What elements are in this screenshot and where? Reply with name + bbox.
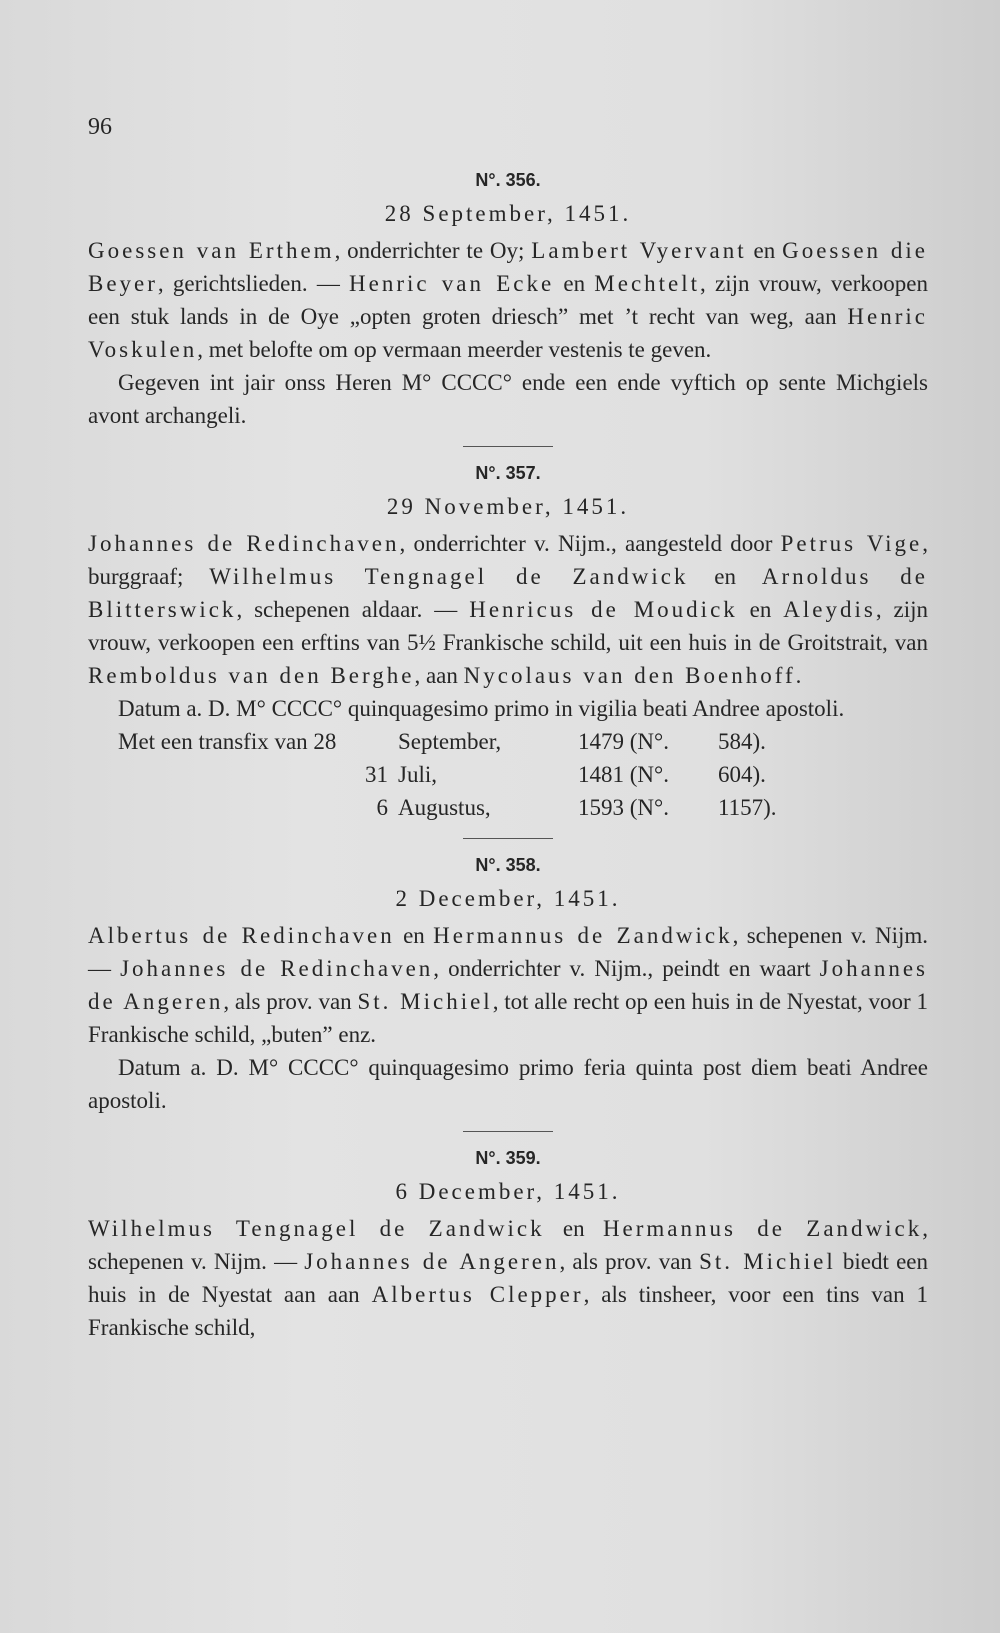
- body-text: , onderrichter v. Nijm., aangesteld door: [399, 531, 781, 556]
- transfix-cell: 1593 (N°.: [578, 795, 669, 820]
- transfix-cell: 1157).: [718, 795, 777, 820]
- body-text: en: [688, 564, 762, 589]
- body-text: , burggraaf;: [88, 531, 928, 589]
- entry-date: 6 December, 1451.: [395, 1179, 621, 1204]
- entry-divider: [463, 446, 553, 447]
- name-spaced: Johannes de Angeren: [88, 956, 928, 1014]
- entry-number: N°. 358.: [475, 855, 541, 875]
- name-spaced: Hermannus de Zandwick: [602, 1216, 923, 1241]
- entry-divider: [463, 1131, 553, 1132]
- body-text: , schepenen v. Nijm. —: [88, 923, 929, 981]
- entry-datum: Gegeven int jair onss Heren M° CCCC° ende een ende vyftich op sente Michgiels avont archangeli.: [88, 370, 928, 428]
- page-number: 96: [88, 114, 112, 140]
- transfix-cell: Juli,: [398, 762, 437, 787]
- transfix-cell: 31: [365, 762, 388, 787]
- entry-number: N°. 357.: [475, 463, 541, 483]
- name-spaced: Goessen die Beyer: [88, 238, 928, 296]
- body-text: , als prov. van: [559, 1249, 700, 1274]
- body-text: , met belofte om op vermaan meerder vestenis te geven.: [197, 337, 712, 362]
- transfix-cell: 604).: [718, 762, 766, 787]
- entry-number: N°. 356.: [475, 170, 541, 190]
- name-spaced: St. Michiel: [699, 1249, 836, 1274]
- body-text: , onderrichter v. Nijm., peindt en waart: [433, 956, 820, 981]
- transfix-cell: 1481 (N°.: [578, 762, 669, 787]
- body-text: biedt een huis in de Nyestat aan aan: [88, 1249, 928, 1307]
- name-spaced: Albertus Clepper: [371, 1282, 584, 1307]
- name-spaced: Johannes de Redinchaven: [120, 956, 434, 981]
- name-spaced: Remboldus van den Berghe: [88, 663, 415, 688]
- entry-body: [88, 234, 928, 366]
- name-spaced: Goessen van Erthem: [88, 238, 335, 263]
- body-text: , zijn vrouw, verkoopen een stuk lands in de Oye „opten groten driesch” met ’t recht van weg, aan: [88, 271, 928, 329]
- name-spaced: Arnoldus de Blitterswick: [88, 564, 928, 622]
- name-spaced: Henric Voskulen: [88, 304, 928, 362]
- name-spaced: Hermannus de Zandwick: [433, 923, 733, 948]
- name-spaced: Mechtelt: [594, 271, 701, 296]
- entry-body: [88, 1212, 928, 1344]
- name-spaced: Albertus de Redinchaven: [88, 923, 395, 948]
- body-text: , schepenen aldaar. —: [236, 597, 470, 622]
- body-text: en: [737, 597, 784, 622]
- transfix-cell: Met een transfix van 28: [118, 729, 337, 754]
- transfix-cell: Augustus,: [398, 795, 491, 820]
- entry-date: 29 November, 1451.: [386, 494, 630, 519]
- name-spaced: Petrus Vige: [780, 531, 923, 556]
- body-text: , gerichtslieden. —: [157, 271, 350, 296]
- entry-date: 28 September, 1451.: [384, 201, 632, 226]
- body-text: en: [544, 1216, 603, 1241]
- name-spaced: Wilhelmus Tengnagel de Zandwick: [209, 564, 689, 589]
- body-text: , tot alle recht op een huis in de Nyestat, voor 1 Frankische schild, „buten” enz.: [88, 989, 928, 1047]
- body-text: en: [746, 238, 783, 263]
- body-text: en: [394, 923, 434, 948]
- body-text: , als prov. van: [223, 989, 358, 1014]
- body-text: , schepenen v. Nijm. —: [88, 1216, 928, 1274]
- name-spaced: Aleydis: [783, 597, 876, 622]
- body-text: , zijn vrouw, verkoopen een erftins van 5½ Frankische schild, uit een huis in de Groitstrait, van: [88, 597, 928, 655]
- entry-number: N°. 359.: [475, 1148, 541, 1168]
- name-spaced: Nycolaus van den Boenhoff: [463, 663, 796, 688]
- body-text: .: [795, 663, 802, 688]
- body-text: , onderrichter te Oy;: [334, 238, 532, 263]
- transfix-table: [118, 725, 928, 824]
- document-text: [88, 160, 928, 1344]
- name-spaced: Wilhelmus Tengnagel de Zandwick: [88, 1216, 545, 1241]
- body-text: , als tinsheer, voor een tins van 1 Frankische schild,: [88, 1282, 929, 1340]
- entry-divider: [463, 838, 553, 839]
- entry-datum: Datum a. D. M° CCCC° quinquagesimo primo feria quinta post diem beati Andree apostoli.: [88, 1055, 928, 1113]
- transfix-cell: 6: [376, 795, 388, 820]
- name-spaced: Henricus de Moudick: [469, 597, 738, 622]
- body-text: en: [554, 271, 595, 296]
- name-spaced: Johannes de Redinchaven: [88, 531, 400, 556]
- name-spaced: St. Michiel: [357, 989, 493, 1014]
- entry-datum: Datum a. D. M° CCCC° quinquagesimo primo in vigilia beati Andree apostoli.: [118, 696, 845, 721]
- name-spaced: Henric van Ecke: [349, 271, 555, 296]
- entry-date: 2 December, 1451.: [395, 886, 621, 911]
- body-text: , aan: [414, 663, 464, 688]
- transfix-cell: September,: [398, 729, 502, 754]
- transfix-cell: 1479 (N°.: [578, 729, 669, 754]
- name-spaced: Johannes de Angeren: [304, 1249, 560, 1274]
- name-spaced: Lambert Vyervant: [531, 238, 747, 263]
- transfix-cell: 584).: [718, 729, 766, 754]
- entry-body: [88, 919, 928, 1051]
- entry-body: [88, 527, 928, 692]
